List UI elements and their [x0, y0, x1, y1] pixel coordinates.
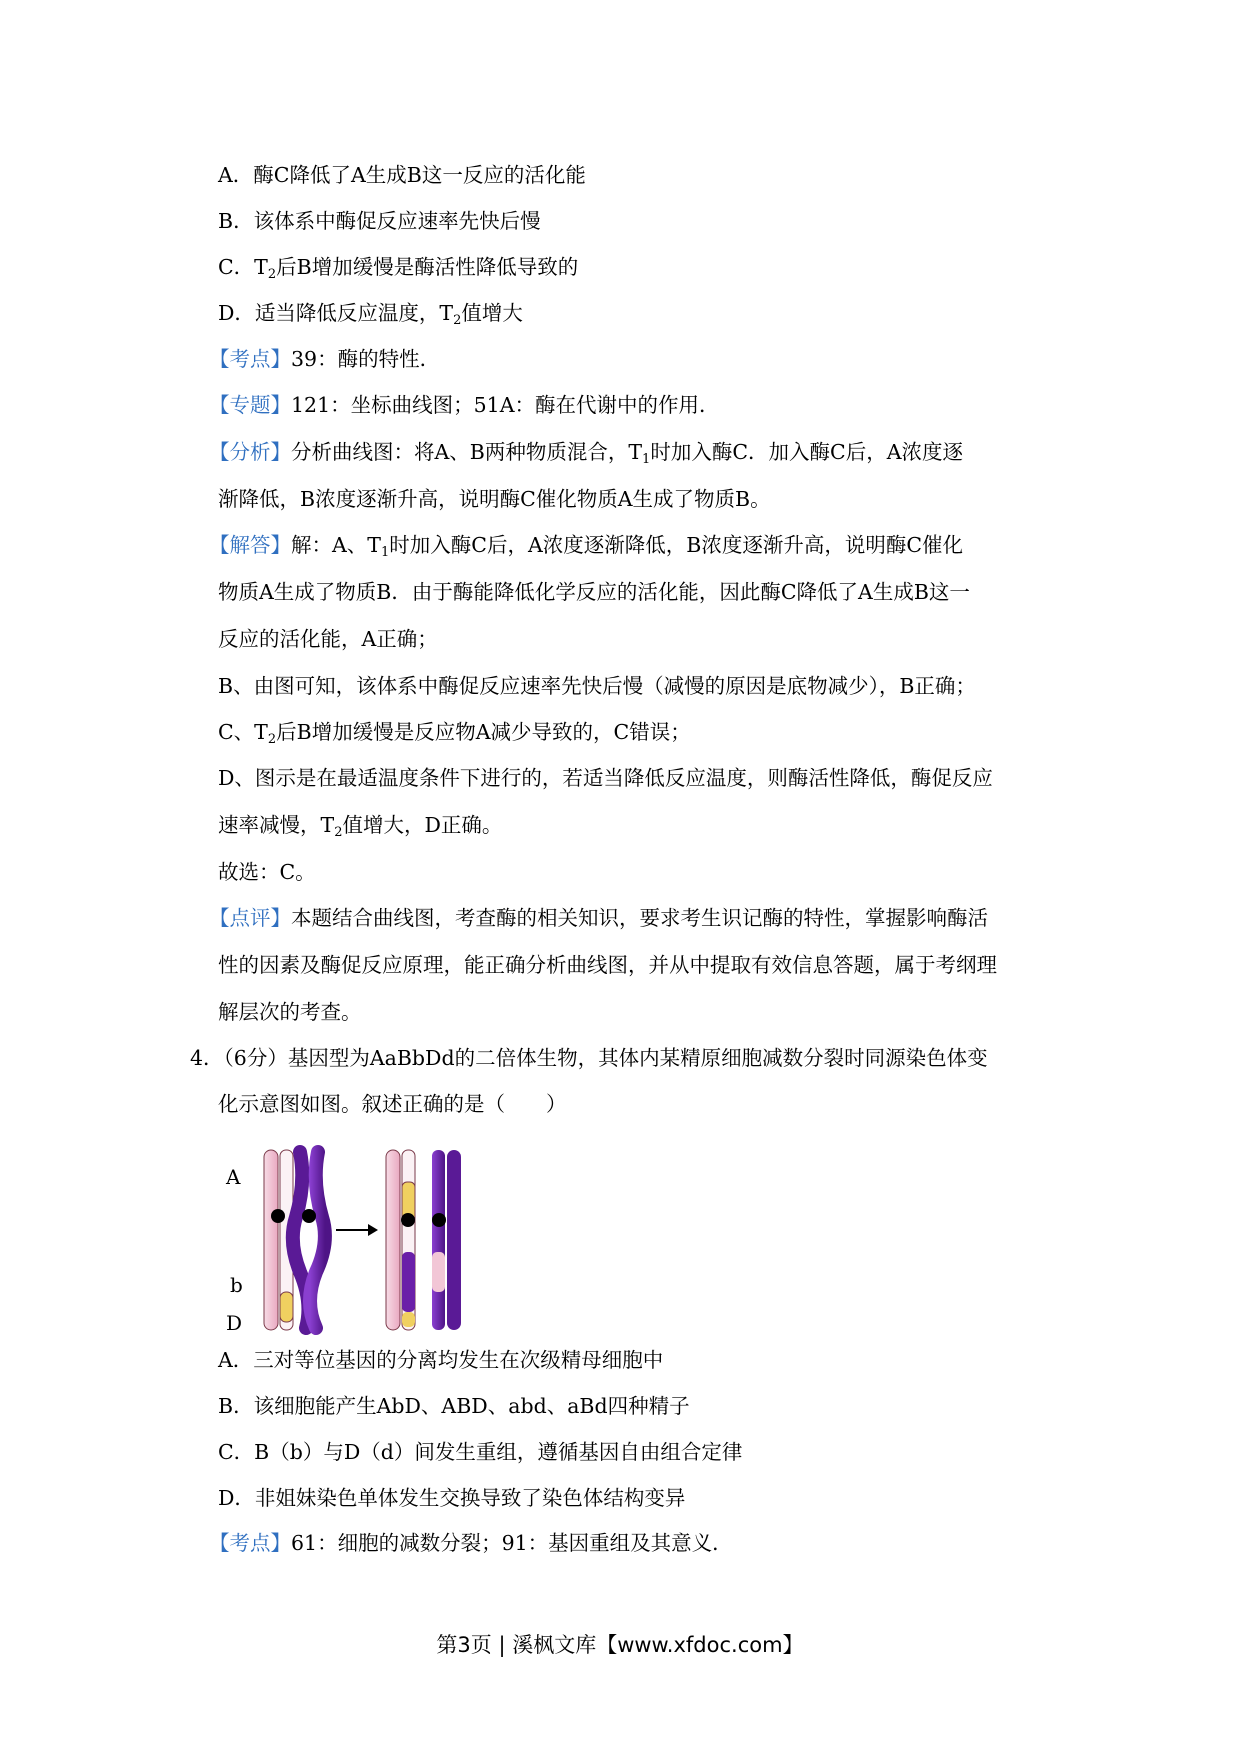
- q4-option-d: D．非姐妹染色单体发生交换导致了染色体结构变异: [218, 1486, 686, 1510]
- dianping-label: 【点评】: [209, 906, 291, 930]
- homologous-pair-before: [264, 1150, 325, 1330]
- page-footer: 第3页 | 溪枫文库【www.xfdoc.com】: [436, 1633, 804, 1657]
- q3-option-a: A．酶C降低了A生成B这一反应的活化能: [218, 163, 586, 187]
- arrow-icon: [336, 1224, 378, 1236]
- q3-jieda-line-4: B、由图可知，该体系中酶促反应速率先快后慢（减慢的原因是底物减少），B正确；: [218, 674, 976, 698]
- q4-option-b: B．该细胞能产生AbD、ABD、abd、aBd四种精子: [218, 1394, 690, 1418]
- fenxi-label: 【分析】: [209, 440, 291, 464]
- q3-dianping-line-3: 解层次的考查。: [218, 1000, 362, 1024]
- q3-zhuanti: 【专题】121：坐标曲线图；51A：酶在代谢中的作用．: [209, 393, 720, 417]
- q4-option-c: C．B（b）与D（d）间发生重组，遵循基因自由组合定律: [218, 1440, 743, 1464]
- kaodian-label: 【考点】: [209, 347, 291, 371]
- q3-option-d: D．适当降低反应温度，$T_2$值增大: [218, 301, 523, 328]
- q3-option-c: C．$T_2$后B增加缓慢是酶活性降低导致的: [218, 255, 579, 282]
- chromosome-crossover-figure: [218, 1142, 490, 1340]
- homologous-pair-after: [386, 1150, 461, 1330]
- q4-option-a: A．三对等位基因的分离均发生在次级精母细胞中: [218, 1348, 664, 1372]
- q4-stem-line-2: 化示意图如图。叙述正确的是（ ）: [218, 1092, 567, 1116]
- q3-fenxi-line-1: 【分析】分析曲线图：将A、B两种物质混合，$T_1$时加入酶C．加入酶C后，A浓度逐: [209, 440, 964, 467]
- q3-jieda-line-1: 【解答】解：A、$T_1$时加入酶C后，A浓度逐渐降低，B浓度逐渐升高，说明酶C催化: [209, 533, 964, 560]
- q3-fenxi-line-2: 渐降低，B浓度逐渐升高，说明酶C催化物质A生成了物质B。: [218, 487, 771, 511]
- jieda-label: 【解答】: [209, 533, 291, 557]
- q4-stem-line-1: 4．（6分）基因型为AaBbDd的二倍体生物，其体内某精原细胞减数分裂时同源染色体变: [190, 1046, 988, 1070]
- zhuanti-label: 【专题】: [209, 393, 291, 417]
- chromosome-diagram: [218, 1142, 490, 1340]
- gene-label-d: D: [226, 1311, 243, 1335]
- q3-option-b: B．该体系中酶促反应速率先快后慢: [218, 209, 541, 233]
- gene-label-b: b: [230, 1273, 243, 1297]
- q3-jieda-line-8: 故选：C。: [218, 860, 316, 884]
- q3-jieda-line-2: 物质A生成了物质B．由于酶能降低化学反应的活化能，因此酶C降低了A生成B这一: [218, 580, 970, 604]
- q3-kaodian: 【考点】39：酶的特性．: [209, 347, 441, 371]
- kaodian-label: 【考点】: [209, 1531, 291, 1555]
- q3-jieda-line-3: 反应的活化能，A正确；: [218, 627, 438, 651]
- q3-jieda-line-7: 速率减慢，$T_2$值增大，D正确。: [218, 813, 503, 840]
- q3-jieda-line-5: C、$T_2$后B增加缓慢是反应物A减少导致的，C错误；: [218, 720, 691, 747]
- gene-label-a: A: [226, 1165, 241, 1189]
- q3-dianping-line-2: 性的因素及酶促反应原理，能正确分析曲线图，并从中提取有效信息答题，属于考纲理: [218, 953, 997, 977]
- q4-kaodian: 【考点】61：细胞的减数分裂；91：基因重组及其意义．: [209, 1531, 733, 1555]
- q3-dianping-line-1: 【点评】本题结合曲线图，考查酶的相关知识，要求考生识记酶的特性，掌握影响酶活: [209, 906, 988, 930]
- q3-jieda-line-6: D、图示是在最适温度条件下进行的，若适当降低反应温度，则酶活性降低，酶促反应: [218, 766, 993, 790]
